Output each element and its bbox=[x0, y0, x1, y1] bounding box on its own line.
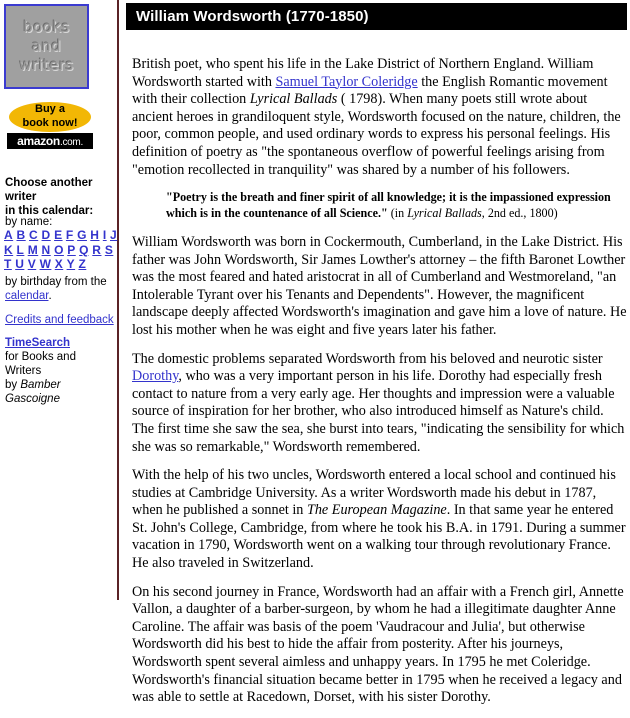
alpha-link-k[interactable]: K bbox=[4, 242, 14, 257]
amazon-brand bbox=[7, 133, 93, 149]
alpha-link-g[interactable]: G bbox=[77, 228, 87, 242]
paragraph-1 bbox=[132, 56, 628, 179]
alpha-link-f[interactable]: F bbox=[65, 228, 74, 242]
alpha-link-s[interactable]: S bbox=[104, 242, 114, 257]
timesearch-subtitle: for Books and Writers bbox=[5, 351, 76, 377]
alpha-link-d[interactable]: D bbox=[41, 228, 51, 242]
amazon-brand-light: .com. bbox=[59, 137, 83, 148]
logo-line-1: books bbox=[23, 18, 70, 36]
p3-text-b: , who was a very important person in his life. Dorothy had especially fresh contact to nature from a very early age. Her thoughts and impression were a valuable source of inspiration for her brother, who also introduced himself as Nature's child. The first time she saw the sea, she burst into tears, "indicating the sensibility for which she was so remarkable," Wordsworth remembered. bbox=[132, 368, 625, 455]
amazon-banner-line-1: Buy a bbox=[35, 103, 65, 115]
alpha-link-w[interactable]: W bbox=[39, 257, 52, 271]
alpha-link-i[interactable]: I bbox=[102, 228, 107, 242]
credits-and-feedback-link[interactable]: Credits and feedback bbox=[5, 314, 114, 326]
timesearch-block bbox=[5, 336, 115, 406]
choose-writer-heading-line-2: in this calendar: bbox=[5, 205, 94, 217]
timesearch-link[interactable]: TimeSearch bbox=[5, 337, 70, 349]
choose-writer-heading-line-1: Choose another writer bbox=[5, 177, 93, 203]
by-birthday-period: . bbox=[48, 290, 52, 302]
pull-quote bbox=[166, 190, 612, 221]
paragraph-5: On his second journey in France, Wordsworth had an affair with a French girl, Annette Vallon, a daughter of a barber-surgeon, by whom he had a illegitimate daughter Anne Caroline. The affair was basis of the poem 'Vaudracour and Julia', but otherwise Wordsworth did his best to hide the affair from posterity. After his journeys, Wordsworth spent several aimless and unhappy years. In 1795 he met Coleridge. Wordsworth's financial situation became better in 1795 when he received a legacy and was able to settle at Racedown, Dorset, with his sister Dorothy. bbox=[132, 583, 624, 706]
alpha-link-r[interactable]: R bbox=[92, 242, 102, 257]
calendar-link[interactable]: calendar bbox=[5, 290, 49, 302]
p4-text-b: . In that same year he entered St. John's College, Cambridge, from where he took his B.A. in 1791. During a summer vacation in 1790, Wordsworth went on a walking tour through revolutionary France. He also traveled in Switzerland. bbox=[132, 502, 626, 572]
alphabet-index bbox=[4, 228, 118, 272]
timesearch-byline-prefix: by bbox=[5, 379, 21, 391]
timesearch-author: Bamber Gascoigne bbox=[5, 379, 61, 405]
p1-italic-title: Lyrical Ballads bbox=[249, 91, 338, 108]
alpha-link-o[interactable]: O bbox=[54, 242, 64, 257]
quote-source-title: Lyrical Ballads bbox=[407, 205, 482, 220]
page-title-bar bbox=[126, 3, 627, 30]
alpha-link-e[interactable]: E bbox=[54, 228, 63, 242]
alpha-link-p[interactable]: P bbox=[67, 242, 76, 257]
alpha-link-j[interactable]: J bbox=[110, 228, 118, 242]
alpha-link-b[interactable]: B bbox=[16, 228, 26, 242]
by-birthday-text: by birthday from the bbox=[5, 276, 107, 288]
alpha-link-h[interactable]: H bbox=[90, 228, 100, 242]
credits-block bbox=[5, 313, 115, 327]
alpha-link-q[interactable]: Q bbox=[79, 242, 89, 257]
quote-text: "Poetry is the breath and finer spirit of all knowledge; it is the impassioned expression which is in the countenance of all Science." bbox=[166, 190, 611, 220]
alpha-link-l[interactable]: L bbox=[16, 242, 25, 257]
site-logo[interactable] bbox=[4, 4, 89, 89]
p3-text-a: The domestic problems separated Wordsworth from his beloved and neurotic sister bbox=[132, 350, 603, 367]
amazon-banner-line-2: book now! bbox=[22, 117, 78, 129]
alpha-link-z[interactable]: Z bbox=[78, 257, 87, 271]
p1-text-c: ( 1798). When many poets still wrote about ancient heroes in grandiloquent style, Wordsworth focused on the nature, children, the poor, common people, and used ordinary words to express his personal feelings. His definition of poetry as "the spontaneous overflow of powerful feelings arising from "emotion recollected in tranquility" was shared by a number of his followers. bbox=[132, 91, 621, 178]
page-title: William Wordsworth (1770-1850) bbox=[136, 8, 369, 25]
p1-text-b: the English Romantic movement with their collection bbox=[132, 73, 608, 108]
amazon-brand-bold: amazon bbox=[17, 134, 60, 148]
alpha-link-m[interactable]: M bbox=[27, 242, 39, 257]
choose-writer-heading bbox=[5, 176, 115, 218]
alpha-link-t[interactable]: T bbox=[4, 257, 12, 271]
paragraph-3 bbox=[132, 351, 628, 457]
p4-italic-title: The European Magazine bbox=[306, 502, 447, 519]
dorothy-link[interactable]: Dorothy bbox=[132, 368, 179, 385]
article-body bbox=[132, 56, 628, 718]
alpha-link-x[interactable]: X bbox=[54, 257, 64, 271]
paragraph-2: William Wordsworth was born in Cockermouth, Cumberland, in the Lake District. His father was John Wordsworth, Sir James Lowther's attorney – the fifth Baronet Lowther was the most feared and hated aristocrat in all of Cumberland and Westmoreland, "an Intolerable Tyrant over his Tenants and Dependents". However, the magnificent landscape deeply affected Wordsworth's imagination and gave him a love of nature. He lost his mother when he was eight and five years later his father. bbox=[132, 233, 627, 338]
quote-source-pre: (in bbox=[387, 205, 408, 220]
alpha-link-v[interactable]: V bbox=[27, 257, 37, 271]
alpha-link-c[interactable]: C bbox=[29, 228, 39, 242]
amazon-buy-book-banner[interactable] bbox=[7, 101, 93, 149]
logo-line-2: and bbox=[31, 37, 62, 55]
amazon-banner-top bbox=[7, 101, 93, 133]
sidebar bbox=[0, 0, 119, 600]
alpha-link-u[interactable]: U bbox=[15, 257, 25, 271]
alpha-link-a[interactable]: A bbox=[4, 228, 14, 242]
logo-line-3: writers bbox=[19, 56, 74, 74]
quote-source-post: , 2nd ed., 1800) bbox=[481, 205, 558, 220]
alpha-link-n[interactable]: N bbox=[41, 242, 51, 257]
amazon-banner-text bbox=[7, 102, 93, 130]
p1-text-a: British poet, who spent his life in the Lake District of Northern England. William Wordsworth started with bbox=[132, 56, 594, 90]
main-content bbox=[121, 0, 630, 706]
p4-text-a: With the help of his two uncles, Wordsworth entered a local school and continued his studies at Cambridge University. As a writer Wordsworth made his debut in 1787, when he published a sonnet in bbox=[132, 467, 616, 519]
by-birthday-block bbox=[5, 275, 115, 303]
by-name-label: by name: bbox=[5, 216, 53, 228]
coleridge-link[interactable]: Samuel Taylor Coleridge bbox=[275, 73, 418, 90]
paragraph-4 bbox=[132, 467, 628, 573]
alpha-link-y[interactable]: Y bbox=[66, 257, 76, 271]
